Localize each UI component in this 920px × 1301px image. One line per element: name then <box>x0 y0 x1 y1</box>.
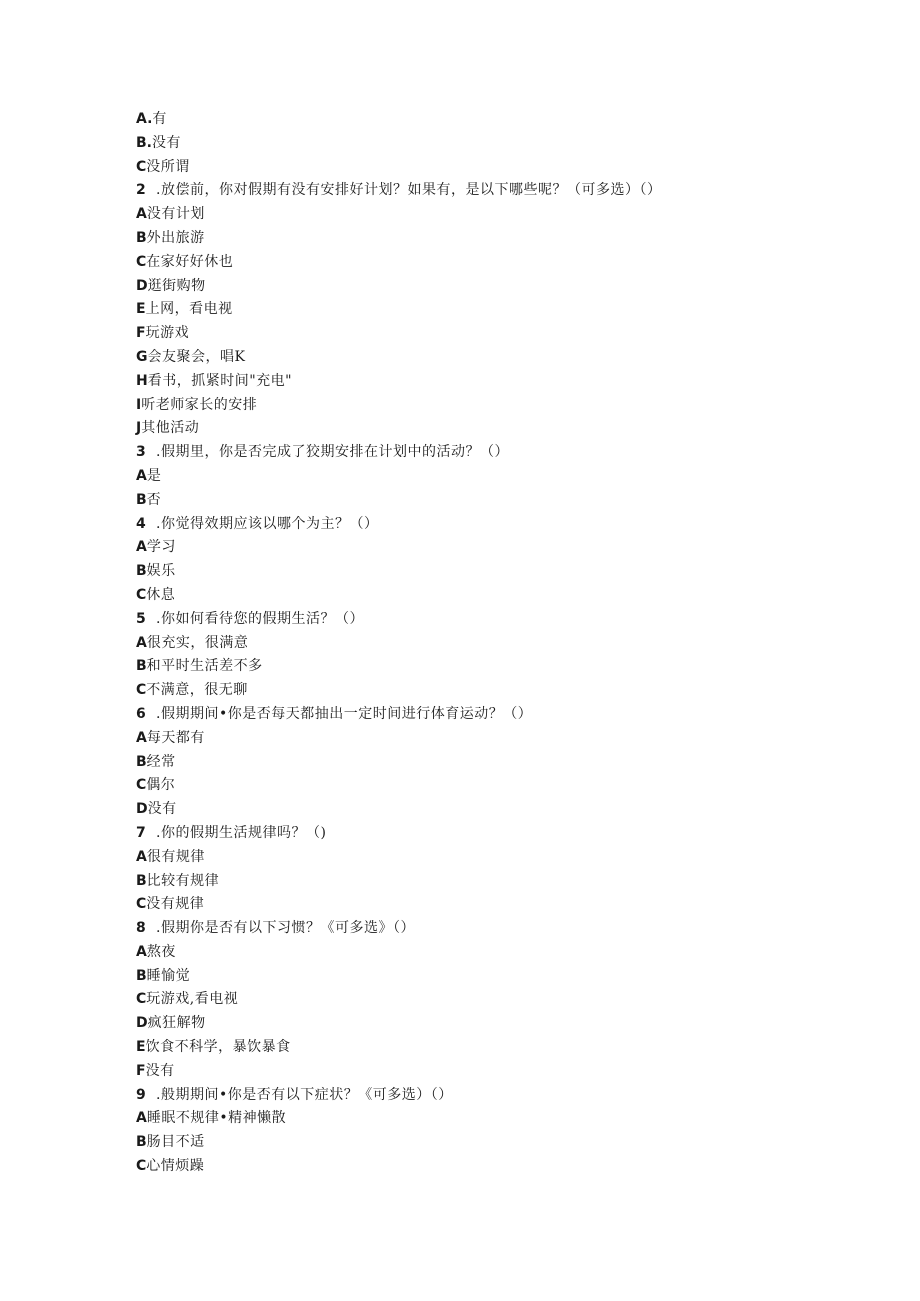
option-text: 听老师家长的安排 <box>141 396 258 413</box>
question-line <box>136 917 856 941</box>
question-text: .假期期间•你是否每天都抽出一定时间进行体育运动？（） <box>156 705 533 722</box>
question-text: .你觉得效期应该以哪个为主？（） <box>156 515 379 532</box>
option-marker: E <box>136 301 146 318</box>
option-line <box>136 251 856 275</box>
question-text: .放偿前，你对假期有没有安排好计划？如果有，是以下哪些呢？（可多选）（） <box>156 182 662 199</box>
question-number: 9 <box>136 1086 146 1103</box>
option-text: 娱乐 <box>146 563 176 580</box>
option-marker: B. <box>136 134 152 151</box>
option-text: 偶尔 <box>146 777 176 794</box>
option-text: 休息 <box>146 586 176 603</box>
option-text: 肠目不适 <box>146 1134 205 1151</box>
question-text: .假期里，你是否完成了狡期安排在计划中的活动？（） <box>156 444 509 461</box>
option-text: 学习 <box>146 539 176 556</box>
option-marker: B <box>136 229 147 246</box>
option-text: 和平时生活差不多 <box>146 658 263 675</box>
option-marker: G <box>136 348 148 365</box>
option-text: 睡愉觉 <box>146 967 191 984</box>
option-text: 没有规律 <box>146 896 205 913</box>
option-marker: B <box>136 658 147 675</box>
option-marker: A <box>136 848 147 865</box>
option-text: 外出旅游 <box>146 229 205 246</box>
option-marker: F <box>136 1062 146 1079</box>
option-text: 饮食不科学，暴饮暴食 <box>145 1039 291 1056</box>
option-line <box>136 798 856 822</box>
option-text: 疯狂解物 <box>147 1015 206 1032</box>
option-marker: A <box>136 539 147 556</box>
option-line <box>136 465 856 489</box>
option-text: 没有 <box>152 134 181 151</box>
option-line <box>136 870 856 894</box>
option-line <box>136 893 856 917</box>
option-line <box>136 1060 856 1084</box>
option-line <box>136 370 856 394</box>
option-line <box>136 988 856 1012</box>
option-line <box>136 227 856 251</box>
option-marker: C <box>136 896 147 913</box>
question-line <box>136 608 856 632</box>
option-marker: D <box>136 801 148 818</box>
option-line <box>136 275 856 299</box>
question-line <box>136 179 856 203</box>
option-line <box>136 108 856 132</box>
question-line <box>136 1084 856 1108</box>
question-number: 7 <box>136 824 146 841</box>
question-text: .你如何看待您的假期生活？（） <box>156 610 364 627</box>
option-text: 没有 <box>147 801 177 818</box>
option-line <box>136 417 856 441</box>
option-text: 比较有规律 <box>146 872 220 889</box>
option-marker: C <box>136 586 147 603</box>
option-marker: J <box>136 420 142 437</box>
option-text: 否 <box>146 491 162 508</box>
option-line <box>136 846 856 870</box>
option-marker: B <box>136 872 147 889</box>
option-marker: B <box>136 563 147 580</box>
option-line <box>136 1131 856 1155</box>
option-line <box>136 298 856 322</box>
option-marker: B <box>136 753 147 770</box>
option-marker: A <box>136 943 147 960</box>
option-line <box>136 203 856 227</box>
option-line <box>136 1155 856 1179</box>
question-number: 3 <box>136 444 146 461</box>
option-marker: B <box>136 491 147 508</box>
option-marker: I <box>136 396 142 413</box>
option-marker: C <box>136 777 147 794</box>
option-line <box>136 1012 856 1036</box>
option-line <box>136 489 856 513</box>
option-line <box>136 132 856 156</box>
option-marker: A <box>136 729 147 746</box>
question-number: 2 <box>136 182 146 199</box>
option-line <box>136 536 856 560</box>
question-text: .般期期间•你是否有以下症状？《可多选）（） <box>156 1086 453 1103</box>
option-line <box>136 156 856 180</box>
option-line <box>136 560 856 584</box>
option-marker: H <box>136 372 148 389</box>
option-text: 熬夜 <box>146 943 176 960</box>
option-text: 有 <box>152 111 167 127</box>
option-marker: C <box>136 253 147 270</box>
option-line <box>136 632 856 656</box>
option-text: 没有 <box>145 1062 175 1079</box>
option-text: 每天都有 <box>146 729 205 746</box>
option-marker: A <box>136 634 147 651</box>
option-line <box>136 1107 856 1131</box>
option-text: 心情烦躁 <box>146 1158 205 1175</box>
option-line <box>136 584 856 608</box>
option-text: 睡眠不规律•精神懒散 <box>146 1110 287 1127</box>
question-text: .你的假期生活规律吗？（) <box>156 824 327 841</box>
option-line <box>136 394 856 418</box>
option-text: 没所谓 <box>146 158 190 175</box>
option-text: 其他活动 <box>141 420 200 437</box>
option-marker: C <box>136 1158 147 1175</box>
option-line <box>136 751 856 775</box>
option-text: 上网，看电视 <box>145 301 233 318</box>
question-text: .假期你是否有以下习惯？《可多选》（） <box>156 920 415 937</box>
option-text: 不满意，很无聊 <box>146 682 248 699</box>
option-marker: B <box>136 1134 147 1151</box>
question-line <box>136 441 856 465</box>
option-line <box>136 941 856 965</box>
option-line <box>136 679 856 703</box>
option-line <box>136 774 856 798</box>
option-marker: C <box>136 158 147 175</box>
question-number: 5 <box>136 610 146 627</box>
option-marker: D <box>136 277 148 294</box>
option-marker: F <box>136 325 146 342</box>
option-marker: C <box>136 682 147 699</box>
question-line <box>136 513 856 537</box>
option-text: 经常 <box>146 753 176 770</box>
option-line <box>136 322 856 346</box>
question-number: 8 <box>136 920 146 937</box>
option-marker: A. <box>136 111 153 127</box>
option-text: 玩游戏,看电视 <box>146 991 239 1008</box>
question-line <box>136 822 856 846</box>
option-line <box>136 727 856 751</box>
option-line <box>136 965 856 989</box>
option-text: 会友聚会，唱K <box>147 348 246 365</box>
option-line <box>136 1036 856 1060</box>
question-line <box>136 703 856 727</box>
question-number: 6 <box>136 705 146 722</box>
option-text: 在家好好休也 <box>146 253 234 270</box>
option-text: 玩游戏 <box>145 325 190 342</box>
option-text: 很充实，很满意 <box>146 634 249 651</box>
option-marker: A <box>136 467 147 484</box>
option-line <box>136 655 856 679</box>
option-text: 是 <box>146 467 162 484</box>
option-text: 没有计划 <box>146 206 205 223</box>
option-marker: C <box>136 991 147 1008</box>
option-marker: B <box>136 967 147 984</box>
question-number: 4 <box>136 515 146 532</box>
option-marker: D <box>136 1015 148 1032</box>
option-marker: A <box>136 1110 147 1127</box>
option-marker: E <box>136 1039 146 1056</box>
option-text: 逛街购物 <box>147 277 206 294</box>
option-line <box>136 346 856 370</box>
option-marker: A <box>136 206 147 223</box>
questionnaire-body <box>136 108 856 1179</box>
option-text: 很有规律 <box>146 848 205 865</box>
option-text: 看书，抓紧时间"充电" <box>147 372 293 389</box>
